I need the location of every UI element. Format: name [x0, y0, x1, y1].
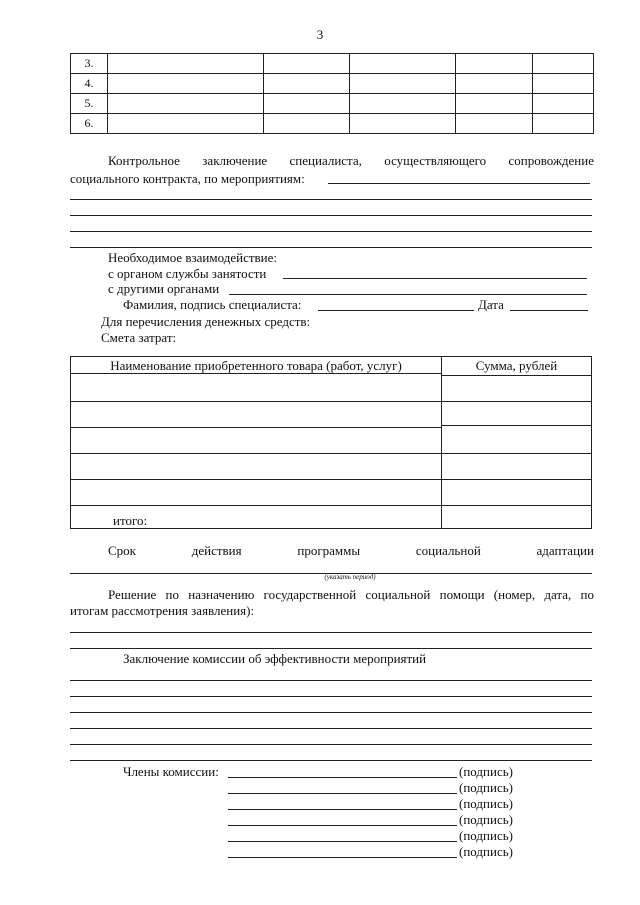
- program-period-row: [108, 543, 594, 558]
- table-cell[interactable]: [107, 114, 263, 134]
- table-cell[interactable]: [533, 74, 594, 94]
- program-word: социальной: [415, 543, 481, 558]
- table-cell[interactable]: [533, 54, 594, 74]
- estimate-table: [70, 356, 592, 529]
- control-conclusion-line[interactable]: [70, 199, 592, 200]
- decision-line2: итогам рассмотрения заявления):: [70, 603, 255, 618]
- commission-conclusion-field[interactable]: [70, 728, 592, 729]
- row-divider: [71, 427, 441, 428]
- decision-line1: Решение по назначению государственной социальной помощи (номер, дата, по: [108, 587, 594, 602]
- table-cell[interactable]: [107, 74, 263, 94]
- page-number: 3: [316, 27, 324, 42]
- signature-caption: (подпись): [459, 796, 513, 811]
- row-divider: [441, 375, 592, 376]
- table-cell[interactable]: [107, 94, 263, 114]
- row-divider: [441, 425, 592, 426]
- signature-caption: (подпись): [459, 780, 513, 795]
- control-conclusion-field[interactable]: [328, 183, 590, 184]
- table-cell[interactable]: [263, 54, 350, 74]
- row-number: 4.: [71, 74, 108, 94]
- table-cell[interactable]: [263, 94, 350, 114]
- program-word: адаптации: [536, 543, 594, 558]
- commission-conclusion-field[interactable]: [70, 680, 592, 681]
- control-conclusion-line[interactable]: [70, 247, 592, 248]
- commission-conclusion-field[interactable]: [70, 744, 592, 745]
- table-cell[interactable]: [456, 74, 533, 94]
- row-number: 6.: [71, 114, 108, 134]
- commission-conclusion-label: Заключение комиссии об эффективности мероприятий: [123, 651, 427, 666]
- member-signature-field[interactable]: [228, 825, 457, 826]
- table-row: [71, 114, 594, 134]
- signature-caption: (подпись): [459, 764, 513, 779]
- decision-field[interactable]: [70, 632, 592, 633]
- member-signature-field[interactable]: [228, 841, 457, 842]
- row-divider: [71, 401, 591, 402]
- table-cell[interactable]: [350, 54, 456, 74]
- program-word: Срок: [108, 543, 136, 558]
- table-cell[interactable]: [533, 94, 594, 114]
- table-cell[interactable]: [533, 114, 594, 134]
- table-cell[interactable]: [350, 114, 456, 134]
- commission-conclusion-field[interactable]: [70, 760, 592, 761]
- date-label: Дата: [478, 297, 504, 312]
- decision-field[interactable]: [70, 648, 592, 649]
- table-row: [71, 94, 594, 114]
- control-conclusion-line1: Контрольное заключение специалиста, осуществляющего сопровождение: [108, 153, 594, 168]
- interaction-heading: Необходимое взаимодействие:: [108, 250, 278, 265]
- table-cell[interactable]: [350, 94, 456, 114]
- table-cell[interactable]: [263, 74, 350, 94]
- employment-service-label: с органом службы занятости: [108, 266, 267, 281]
- row-number: 3.: [71, 54, 108, 74]
- table-row: [71, 74, 594, 94]
- date-field[interactable]: [510, 310, 588, 311]
- employment-service-field[interactable]: [283, 278, 587, 279]
- program-word: действия: [191, 543, 242, 558]
- member-signature-field[interactable]: [228, 793, 457, 794]
- commission-conclusion-field[interactable]: [70, 712, 592, 713]
- table-cell[interactable]: [107, 54, 263, 74]
- cost-estimate-label: Смета затрат:: [101, 330, 177, 345]
- row-divider: [71, 453, 591, 454]
- signature-caption: (подпись): [459, 844, 513, 859]
- specialist-signature-label: Фамилия, подпись специалиста:: [123, 297, 302, 312]
- control-conclusion-line[interactable]: [70, 231, 592, 232]
- table-cell[interactable]: [456, 94, 533, 114]
- table-cell[interactable]: [456, 114, 533, 134]
- program-word: программы: [297, 543, 361, 558]
- table-row: [71, 54, 594, 74]
- signature-caption: (подпись): [459, 828, 513, 843]
- table-cell[interactable]: [263, 114, 350, 134]
- row-divider: [71, 373, 441, 374]
- member-signature-field[interactable]: [228, 777, 457, 778]
- program-period-hint: (указать период): [324, 573, 376, 581]
- table-cell[interactable]: [456, 54, 533, 74]
- row-divider: [71, 505, 591, 506]
- estimate-header-item: Наименование приобретенного товара (работ, услуг): [110, 358, 402, 373]
- table-cell[interactable]: [350, 74, 456, 94]
- member-signature-field[interactable]: [228, 809, 457, 810]
- column-divider: [441, 357, 442, 528]
- estimate-header-sum: Сумма, рублей: [475, 358, 558, 373]
- row-divider: [71, 479, 591, 480]
- control-conclusion-line2: социального контракта, по мероприятиям:: [70, 171, 305, 186]
- money-transfer-label: Для перечисления денежных средств:: [101, 314, 311, 329]
- commission-members-label: Члены комиссии:: [123, 764, 219, 779]
- specialist-signature-field[interactable]: [318, 310, 474, 311]
- control-conclusion-line[interactable]: [70, 215, 592, 216]
- other-bodies-label: с другими органами: [108, 281, 220, 296]
- signature-caption: (подпись): [459, 812, 513, 827]
- other-bodies-field[interactable]: [229, 294, 587, 295]
- row-number: 5.: [71, 94, 108, 114]
- commission-conclusion-field[interactable]: [70, 696, 592, 697]
- top-table: [70, 53, 594, 134]
- member-signature-field[interactable]: [228, 857, 457, 858]
- estimate-total-label: итого:: [113, 513, 148, 528]
